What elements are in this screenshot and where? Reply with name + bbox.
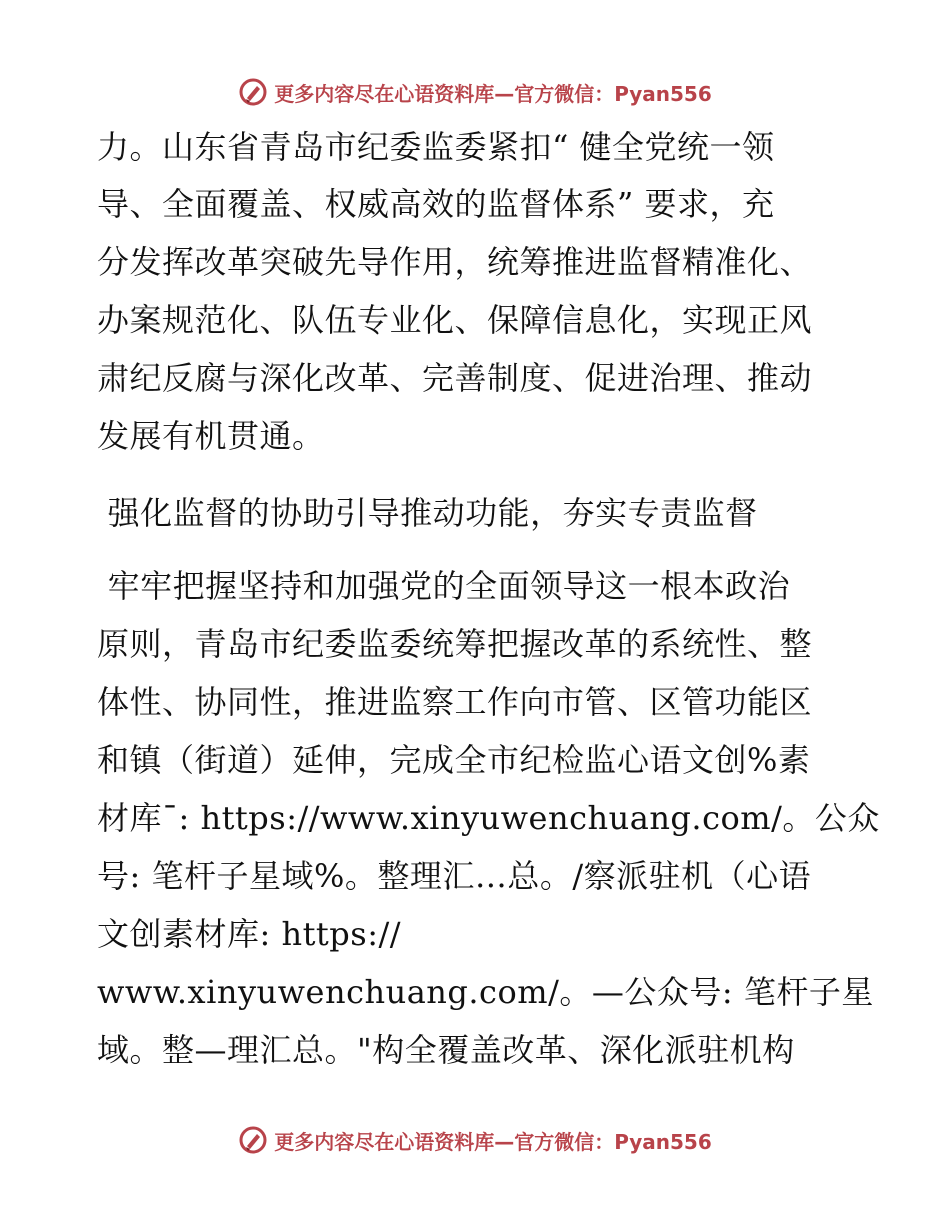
body-line: 域。整—理汇总。"构全覆盖改革、深化派驻机构 bbox=[97, 1031, 795, 1069]
body-line: 体性、协同性，推进监察工作向市管、区管功能区 bbox=[97, 683, 813, 721]
body-line: 牢牢把握坚持和加强党的全面领导这一根本政治 bbox=[97, 567, 791, 605]
watermark-text: 更多内容尽在心语资料库—官方微信：Pyan556 bbox=[274, 81, 712, 106]
section-heading: 强化监督的协助引导推动功能，夯实专责监督 bbox=[97, 494, 758, 532]
body-line: 力。山东省青岛市纪委监委紧扣“ 健全党统一领 bbox=[97, 128, 775, 166]
footer-watermark bbox=[0, 1120, 950, 1160]
watermark-text: 更多内容尽在心语资料库—官方微信：Pyan556 bbox=[274, 1129, 712, 1154]
header-watermark bbox=[0, 72, 950, 112]
body-line: 材库¯: https://www.xinyuwenchuang.com/。公众 bbox=[97, 799, 880, 837]
body-line: 原则，青岛市纪委监委统筹把握改革的系统性、整 bbox=[97, 625, 813, 663]
body-line: www.xinyuwenchuang.com/。—公众号: 笔杆子星 bbox=[97, 973, 874, 1011]
body-line: 号: 笔杆子星域%。整理汇…总。/察派驻机（心语 bbox=[97, 857, 812, 895]
pen-logo-icon bbox=[238, 1125, 268, 1155]
body-line: 办案规范化、队伍专业化、保障信息化，实现正风 bbox=[97, 301, 813, 339]
body-line: 肃纪反腐与深化改革、完善制度、促进治理、推动 bbox=[97, 359, 813, 397]
body-line: 文创素材库: https:// bbox=[97, 915, 402, 953]
body-line: 分发挥改革突破先导作用，统筹推进监督精准化、 bbox=[97, 243, 813, 281]
body-line: 和镇（街道）延伸，完成全市纪检监心语文创%素 bbox=[97, 741, 811, 779]
body-line: 发展有机贯通。 bbox=[97, 417, 325, 455]
body-line: 导、全面覆盖、权威高效的监督体系” 要求，充 bbox=[97, 185, 775, 223]
pen-logo-icon bbox=[238, 77, 268, 107]
